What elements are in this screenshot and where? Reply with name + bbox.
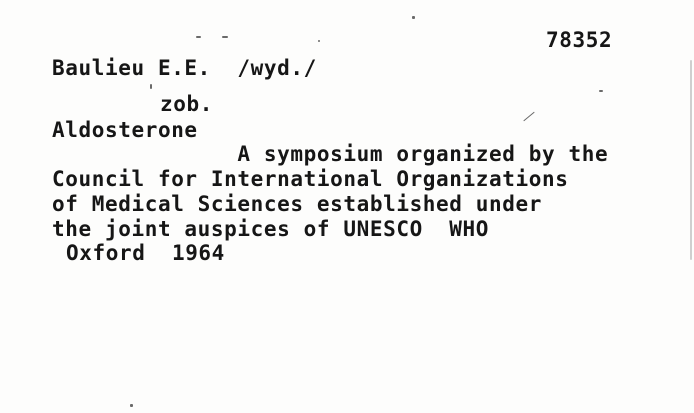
subject-heading: Aldosterone [52,118,198,142]
description-line: of Medical Sciences established under [52,192,542,216]
scan-speck [150,84,152,89]
scan-speck [196,36,201,38]
see-also-note: zob. [160,92,213,116]
description-line: A symposium organized by the [52,142,609,166]
description-line: Council for International Organizations [52,167,569,191]
description-line: the joint auspices of UNESCO WHO [52,217,490,241]
scan-speck [318,40,320,42]
scan-speck [130,404,133,407]
scan-speck [222,36,228,38]
scan-speck [599,90,603,92]
author-line: Baulieu E.E. /wyd./ [52,56,317,80]
catalog-number: 78352 [546,28,613,52]
scan-speck [690,60,692,260]
imprint-line: Oxford 1964 [66,241,225,265]
scan-speck [523,112,534,122]
scan-speck [412,16,415,19]
